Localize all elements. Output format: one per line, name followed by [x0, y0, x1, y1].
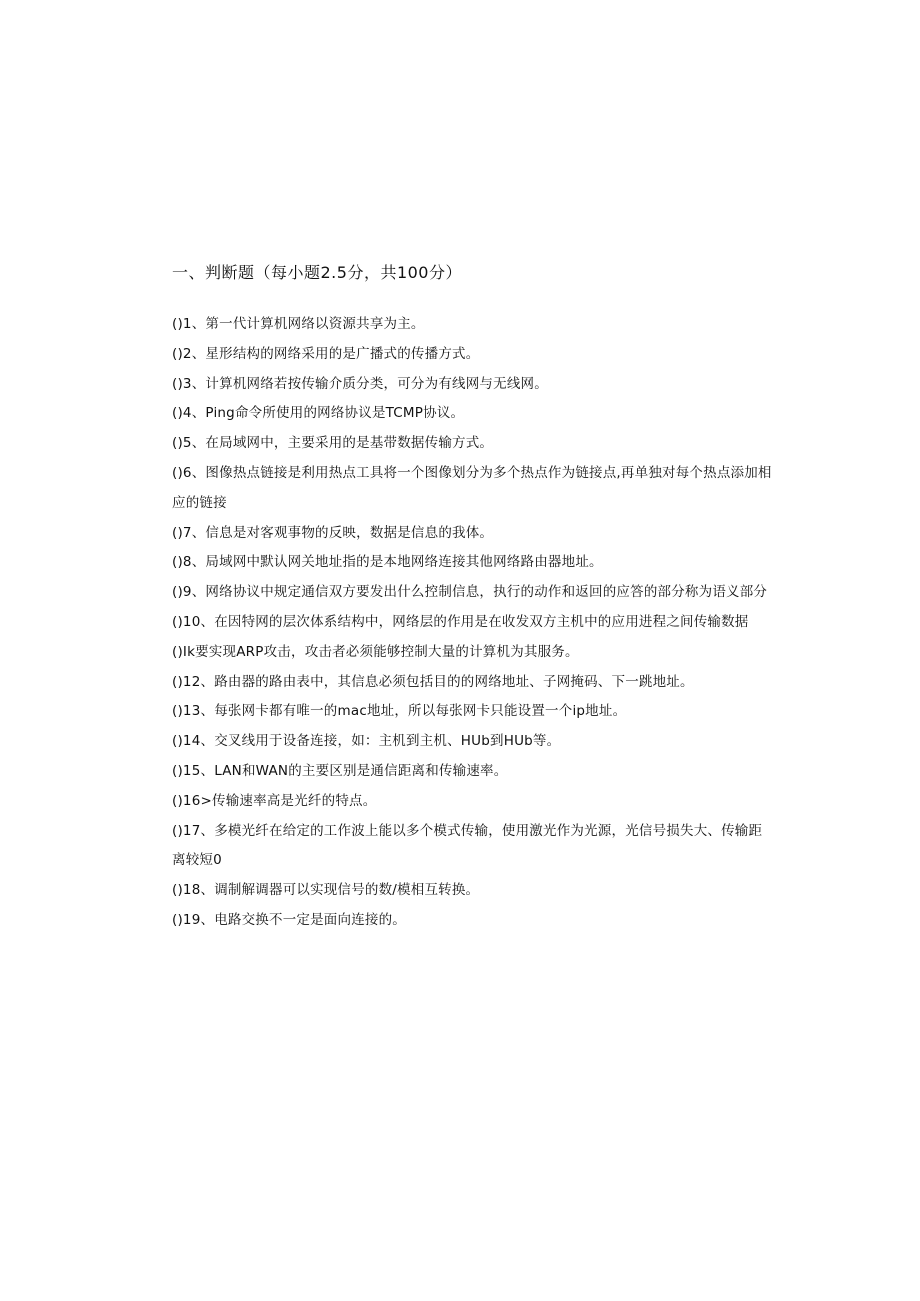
question-item: ()17、多模光纤在给定的工作波上能以多个模式传输，使用激光作为光源，光信号损失大、传输距离较短0: [172, 822, 763, 869]
question-item: ()7、信息是对客观事物的反映，数据是信息的我体。: [172, 524, 494, 541]
question-item: ()3、计算机网络若按传输介质分类，可分为有线网与无线网。: [172, 375, 548, 392]
question-item: ()6、图像热点链接是利用热点工具将一个图像划分为多个热点作为链接点,再单独对每个热点添加相应的链接: [172, 464, 772, 511]
question-item: ()9、网络协议中规定通信双方要发出什么控制信息，执行的动作和返回的应答的部分称为语义部分: [172, 584, 768, 601]
question-item: ()Ik要实现ARP攻击，攻击者必须能够控制大量的计算机为其服务。: [172, 643, 579, 660]
question-item: ()2、星形结构的网络采用的是广播式的传播方式。: [172, 345, 480, 362]
question-item: ()10、在因特网的层次体系结构中，网络层的作用是在收发双方主机中的应用进程之间传输数据: [172, 613, 749, 630]
question-item: ()15、LAN和WAN的主要区别是通信距离和传输速率。: [172, 762, 508, 779]
question-item: ()12、路由器的路由表中，其信息必须包括目的的网络地址、子网掩码、下一跳地址。: [172, 673, 694, 690]
question-item: ()4、Ping命令所使用的网络协议是TCMP协议。: [172, 405, 465, 422]
question-item: ()18、调制解调器可以实现信号的数/模相互转换。: [172, 882, 480, 899]
question-item: ()14、交叉线用于设备连接，如：主机到主机、HUb到HUb等。: [172, 733, 561, 750]
question-item: ()19、电路交换不一定是面向连接的。: [172, 911, 407, 928]
question-item: ()13、每张网卡都有唯一的mac地址，所以每张网卡只能设置一个ip地址。: [172, 703, 627, 720]
question-item: ()8、局域网中默认网关地址指的是本地网络连接其他网络路由器地址。: [172, 554, 603, 571]
question-item: ()5、在局域网中，主要采用的是基带数据传输方式。: [172, 435, 494, 452]
section-title: 一、判断题（每小题2.5分，共100分）: [172, 263, 462, 282]
question-item: ()1、第一代计算机网络以资源共享为主。: [172, 316, 425, 332]
question-list: [172, 310, 772, 936]
question-item: ()16>传输速率高是光纤的特点。: [172, 792, 377, 809]
